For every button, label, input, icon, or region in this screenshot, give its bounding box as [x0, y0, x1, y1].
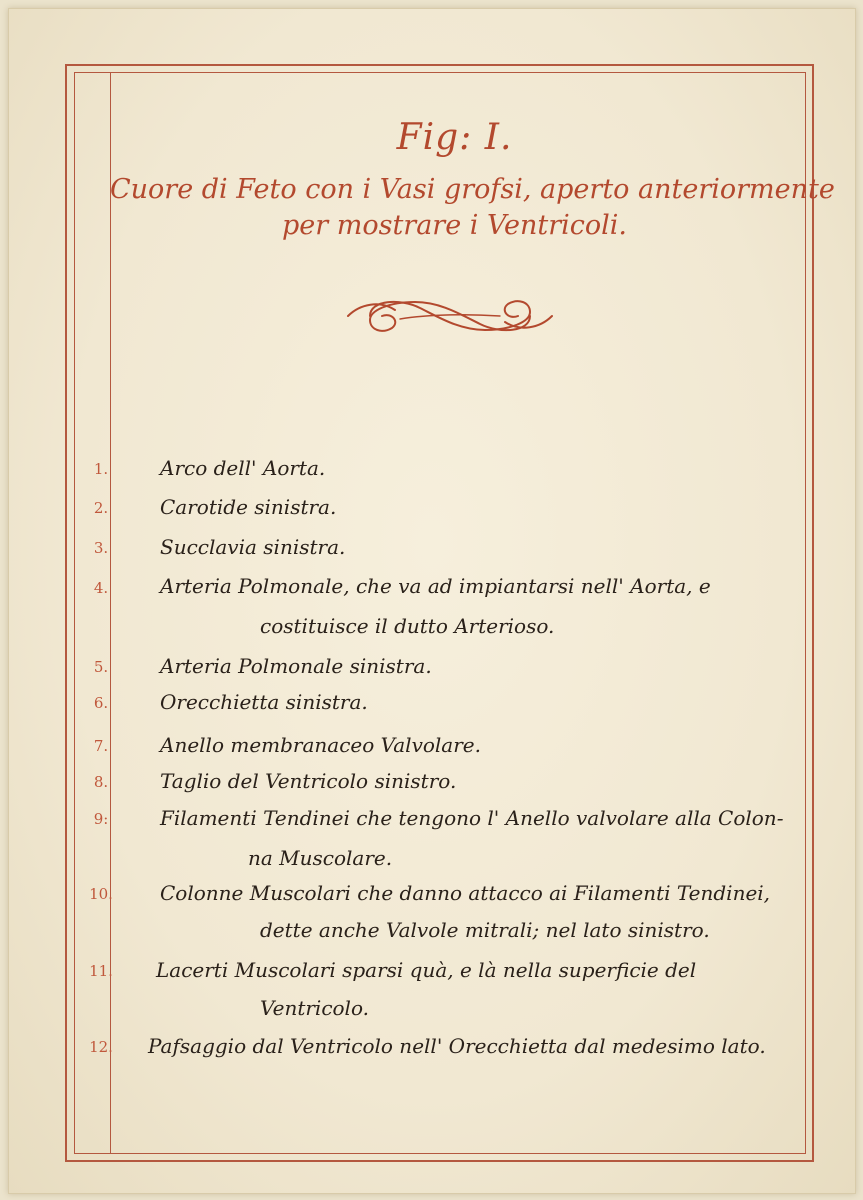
- item-number: 5.: [93, 658, 109, 676]
- item-number: 8.: [93, 773, 109, 791]
- item-number: 2.: [93, 499, 109, 517]
- figure-title-line-2: per mostrare i Ventricoli.: [281, 210, 627, 241]
- item-text-line: Pafsaggio dal Ventricolo nell' Orecchietta dal medesimo lato.: [148, 1034, 766, 1058]
- item-number: 6.: [93, 694, 109, 712]
- item-text-line: Ventricolo.: [260, 996, 370, 1020]
- item-number: 9:: [93, 810, 109, 828]
- item-text-line: Succlavia sinistra.: [160, 535, 346, 559]
- item-number: 3.: [93, 539, 109, 557]
- item-text-line: Filamenti Tendinei che tengono l' Anello valvolare alla Colon-: [160, 806, 784, 830]
- item-text-line: Arteria Polmonale sinistra.: [160, 654, 432, 678]
- decorative-flourish-icon: [340, 286, 560, 346]
- figure-title-line-1: Cuore di Feto con i Vasi grofsi, aperto anteriormente: [110, 174, 835, 205]
- item-number: 1.: [93, 460, 109, 478]
- item-number: 7.: [93, 737, 109, 755]
- item-text-line: Lacerti Muscolari sparsi quà, e là nella superficie del: [156, 958, 697, 982]
- item-number: 11.: [89, 962, 113, 980]
- page-heading: [110, 116, 835, 244]
- item-text-line: Carotide sinistra.: [160, 495, 337, 519]
- item-text-line: Anello membranaceo Valvolare.: [160, 733, 481, 757]
- item-number: 4.: [93, 579, 109, 597]
- item-text-line: Orecchietta sinistra.: [160, 690, 368, 714]
- item-text-line: Colonne Muscolari che danno attacco ai Filamenti Tendinei,: [160, 881, 771, 905]
- item-number: 10.: [89, 885, 113, 903]
- item-text-line: Arco dell' Aorta.: [160, 456, 326, 480]
- manuscript-page: [8, 8, 856, 1194]
- item-text-line: Arteria Polmonale, che va ad impiantarsi nell' Aorta, e: [160, 574, 711, 598]
- item-number: 12.: [89, 1038, 113, 1056]
- item-text-line: Taglio del Ventricolo sinistro.: [160, 769, 457, 793]
- figure-label: Fig: I.: [396, 117, 513, 158]
- item-text-line: na Muscolare.: [248, 846, 393, 870]
- item-text-line: dette anche Valvole mitrali; nel lato sinistro.: [260, 918, 710, 942]
- item-text-line: costituisce il dutto Arterioso.: [260, 614, 555, 638]
